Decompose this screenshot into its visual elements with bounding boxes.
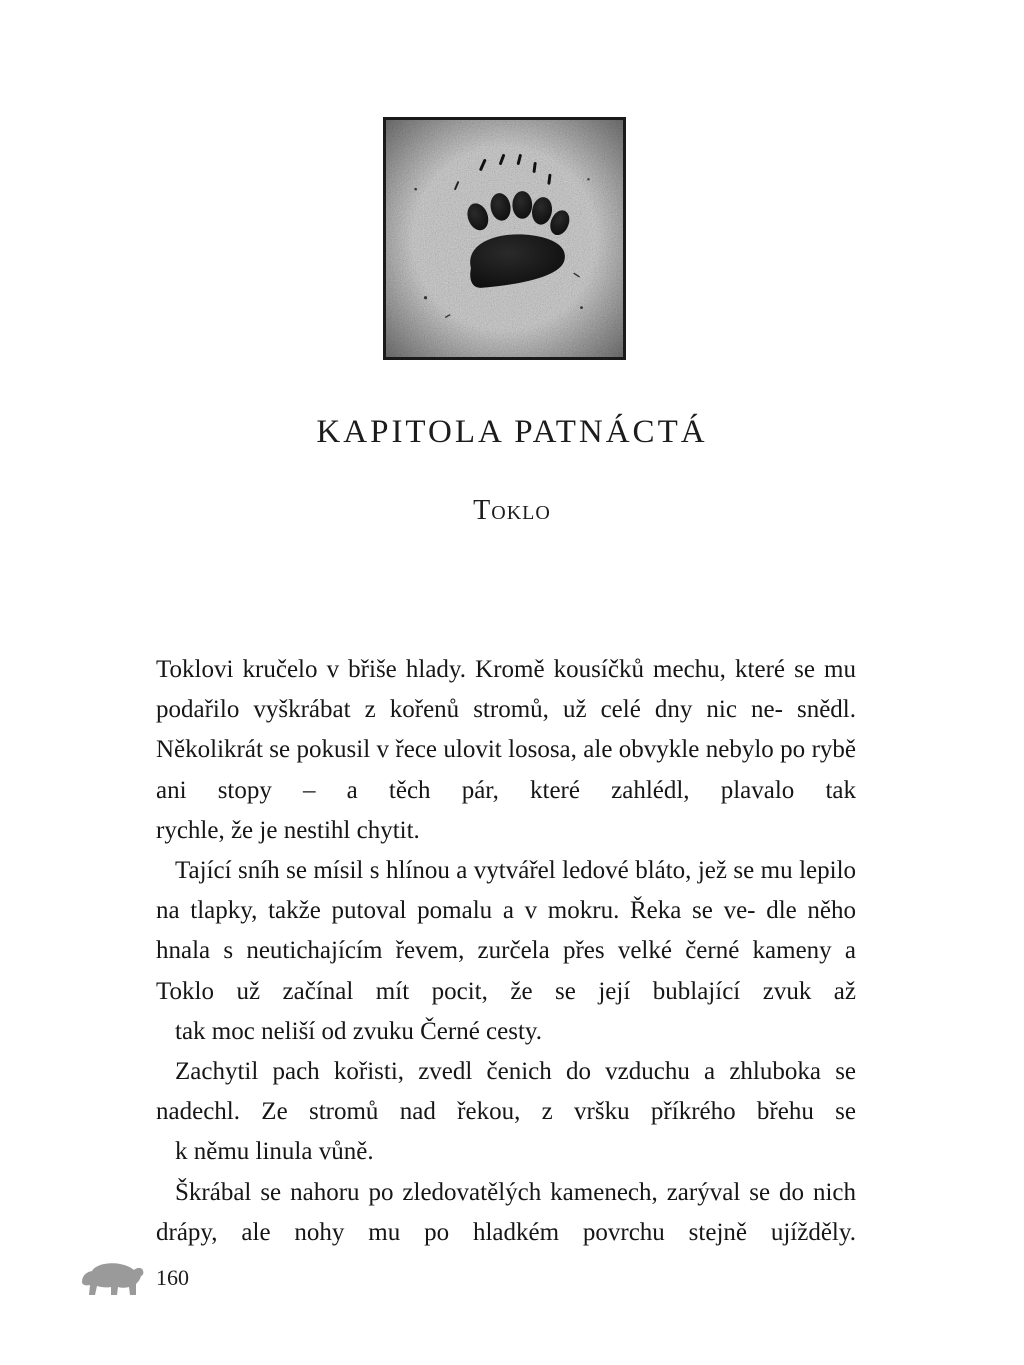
chapter-label: KAPITOLA PATNÁCTÁ <box>316 414 708 450</box>
body-text <box>156 650 856 1253</box>
text-line: Toklovi kručelo v břiše hlady. Kromě kousíčků mechu, které <box>156 656 786 683</box>
chapter-illustration <box>383 117 626 360</box>
text-line: snědl. Několikrát se pokusil v řece ulovit lososa, ale obvykle <box>156 696 856 764</box>
page-number: 160 <box>156 1265 189 1290</box>
text-line: tak moc neliší od zvuku Černé cesty. <box>175 1017 543 1045</box>
text-line: Zachytil pach kořisti, zvedl čenich do vzduchu a zhluboka <box>175 1058 821 1086</box>
paragraph <box>156 851 856 1052</box>
text-line: nebylo po rybě ani stopy – a těch pár, které zahlédl, plavalo tak <box>156 736 856 804</box>
bear-paw-print-icon <box>386 120 623 357</box>
text-line: nich drápy, ale nohy mu po hladkém povrchu stejně ujížděly. <box>156 1178 856 1246</box>
text-line: se nadechl. Ze stromů nad řekou, z vršku příkrého břehu se <box>156 1058 857 1126</box>
text-line: rychle, že je nestihl chytit. <box>156 816 420 844</box>
text-line: Tající sníh se mísil s hlínou a vytvářel ledové bláto, jež se mu <box>175 857 793 885</box>
text-line: Škrábal se nahoru po zledovatělých kamenech, zarýval se do <box>175 1178 804 1206</box>
chapter-title: Toklo <box>473 495 551 526</box>
page-footer <box>80 1256 189 1300</box>
paragraph <box>156 1052 856 1173</box>
text-line: se mu podařilo vyškrábat z kořenů stromů, už celé dny nic ne- <box>156 656 856 724</box>
text-line: k němu linula vůně. <box>175 1138 374 1166</box>
bear-icon <box>80 1258 146 1298</box>
text-line: dle něho hnala s neutichajícím řevem, zurčela přes velké černé <box>156 897 857 965</box>
paragraph <box>156 650 856 851</box>
text-line: lepilo na tlapky, takže putoval pomalu a v mokru. Řeka se ve- <box>156 857 857 925</box>
paragraph <box>156 1173 856 1253</box>
text-line: kameny a Toklo už začínal mít pocit, že se její bublající zvuk až <box>156 937 857 1005</box>
